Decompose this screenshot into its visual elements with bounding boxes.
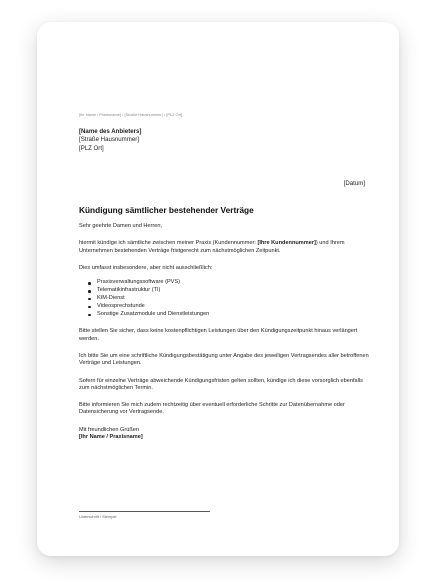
deadlines-paragraph: Sofern für einzelne Verträge abweichende Kündigungsfristen gelten sollten, kündige ich diese vorsorglich ebenfalls zum nächstmöglichen Termin. — [79, 377, 363, 391]
intro-text-end: ) und Ihrem Unternehmen bestehenden Verträge fristgerecht zum nächstmöglichen Zeitpunkt. — [79, 240, 345, 254]
migration-paragraph: Bitte informieren Sie mich zudem rechtzeitig über eventuell erforderliche Schritte zur Datenübernahme oder Datensicherung vor Vertragsende. — [79, 402, 345, 416]
recipient-address — [79, 128, 369, 153]
intro-paragraph — [79, 240, 369, 255]
recipient-street: [Straße Hausnummer] — [79, 136, 139, 144]
letter-content — [79, 112, 369, 441]
costs-paragraph: Bitte stellen Sie sicher, dass keine kostenpflichtigen Leistungen über den Kündigungszeitpunkt hinaus verlängert werden. — [79, 328, 358, 342]
list-item: Telematikinfrastruktur (TI) — [97, 287, 369, 295]
scope-paragraph: Dies umfasst insbesondere, aber nicht ausschließlich: — [79, 265, 213, 272]
recipient-name: [Name des Anbieters] — [79, 128, 142, 135]
list-item: Praxisverwaltungssoftware (PVS) — [97, 279, 369, 287]
confirmation-paragraph: Ich bitte Sie um eine schriftliche Kündigungsbestätigung unter Angabe des jeweiligen Vertragsendes aller betroffenen Verträge und Leistungen. — [79, 352, 369, 367]
list-item: Videosprechstunde — [97, 303, 369, 311]
signature-line — [79, 511, 210, 512]
letter-subject: Kündigung sämtlicher bestehender Verträge — [79, 205, 254, 216]
signature-label: Unterschrift / Stempel — [79, 514, 117, 519]
salutation: Sehr geehrte Damen und Herren, — [79, 223, 163, 230]
signature-name: [Ihr Name / Praxisname] — [79, 434, 143, 441]
list-item: KIM-Dienst — [97, 295, 369, 303]
list-item: Sonstige Zusatzmodule und Dienstleistungen — [97, 311, 369, 319]
letter-page — [37, 22, 399, 556]
customer-number: [Ihre Kundennummer] — [257, 240, 316, 247]
letter-date: [Datum] — [343, 179, 365, 187]
closing-greeting: Mit freundlichen Grüßen — [79, 426, 140, 433]
intro-text-start: hiermit kündige ich sämtliche zwischen meiner Praxis (Kundennummer: — [79, 240, 258, 247]
contract-list — [79, 279, 369, 318]
sender-address-line: [Ihr Name / Praxisname] • [Straße Hausnummer] • [PLZ Ort] — [79, 112, 183, 117]
recipient-city: [PLZ Ort] — [79, 144, 104, 152]
